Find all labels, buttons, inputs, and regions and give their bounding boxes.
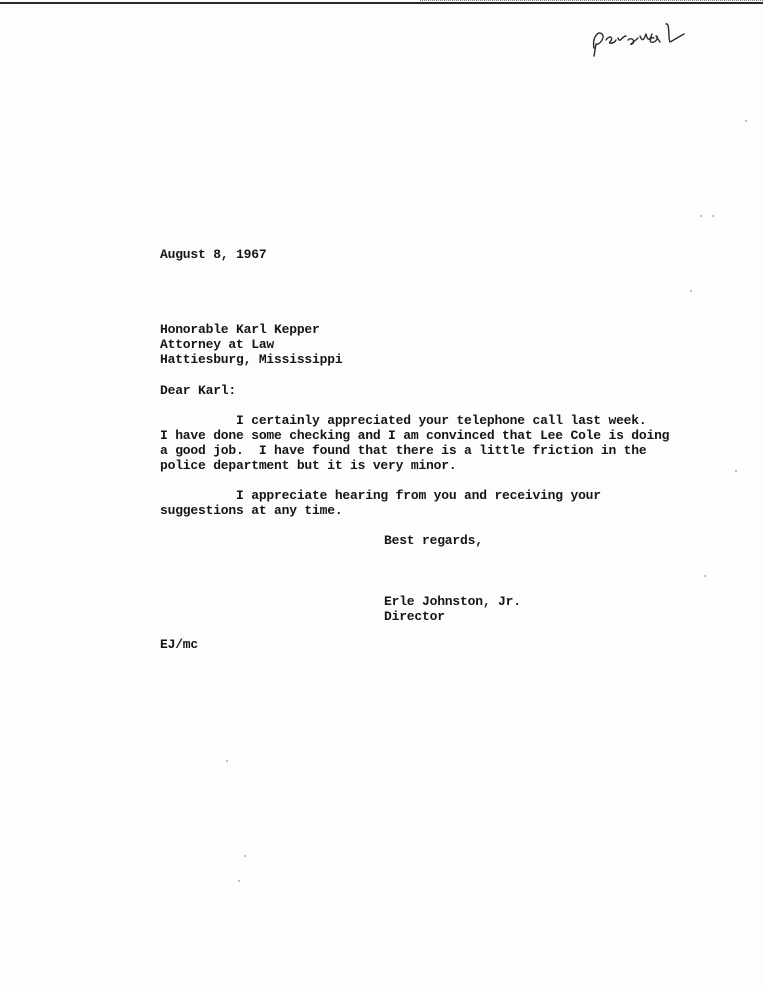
body-paragraph-2-line-1: I appreciate hearing from you and receiving your [160,488,601,503]
scan-speck [690,290,692,292]
body-paragraph-1-line-2: I have done some checking and I am convinced that Lee Cole is doing [160,428,670,443]
recipient-title: Attorney at Law [160,337,275,352]
closing: Best regards, [384,533,483,548]
scan-speck [238,880,240,882]
signer-title: Director [384,609,445,624]
body-paragraph-1-line-3: a good job. I have found that there is a little friction in the [160,443,647,458]
top-dotted-line [420,0,763,4]
signer-name: Erle Johnston, Jr. [384,594,521,609]
scan-speck [244,855,246,857]
scan-speck [745,120,747,122]
typist-initials: EJ/mc [160,637,199,652]
body-paragraph-1-line-4: police department but it is very minor. [160,458,457,473]
recipient-name: Honorable Karl Kepper [160,322,320,337]
scan-speck [712,215,714,217]
body-paragraph-1-line-1: I certainly appreciated your telephone call last week. [160,413,647,428]
salutation: Dear Karl: [160,383,237,398]
handwritten-personal-note [588,18,698,58]
body-paragraph-2-line-2: suggestions at any time. [160,503,343,518]
scan-speck [735,470,737,472]
scan-speck [226,760,228,762]
letter-date: August 8, 1967 [160,247,267,262]
recipient-location: Hattiesburg, Mississippi [160,352,343,367]
scan-speck [704,575,706,577]
scan-speck [700,215,702,217]
